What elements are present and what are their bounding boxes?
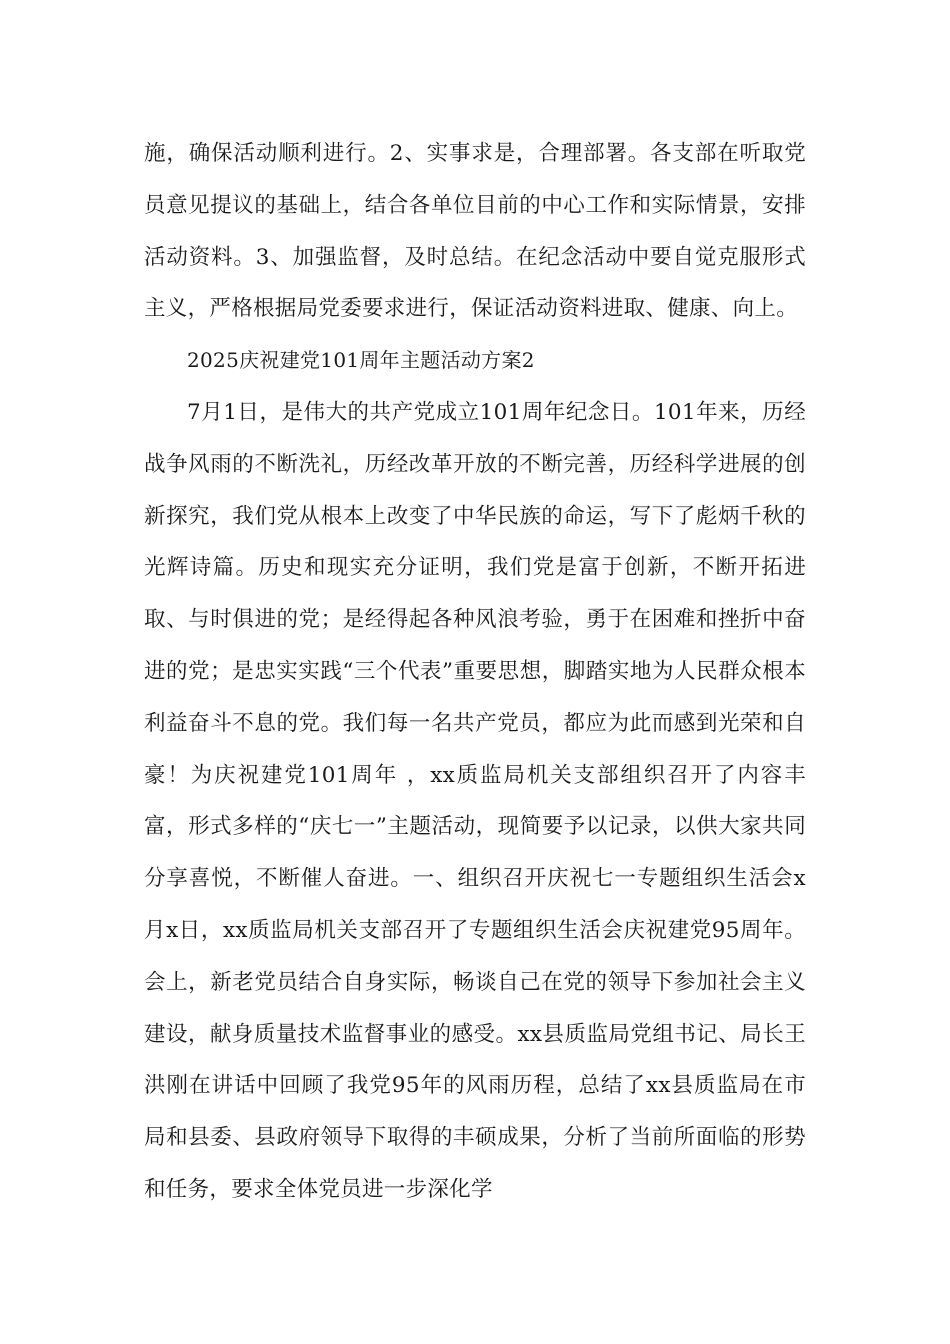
document-body <box>144 128 806 1216</box>
paragraph-main: 7月1日，是伟大的共产党成立101周年纪念日。101年来，历经战争风雨的不断洗礼，历经改革开放的不断完善，历经科学进展的创新探究，我们党从根本上改变了中华民族的命运，写下了彪炳千秋的光辉诗篇。历史和现实充分证明，我们党是富于创新，不断开拓进取、与时俱进的党；是经得起各种风浪考验，勇于在困难和挫折中奋进的党；是忠实实践“三个代表”重要思想，脚踏实地为人民群众根本利益奋斗不息的党。我们每一名共产党员，都应为此而感到光荣和自豪！为庆祝建党101周年 ，xx质监局机关支部组织召开了内容丰富，形式多样的“庆七一”主题活动，现简要予以记录，以供大家共同分享喜悦，不断催人奋进。一、组织召开庆祝七一专题组织生活会x月x日，xx质监局机关支部召开了专题组织生活会庆祝建党95周年。会上，新老党员结合自身实际，畅谈自己在党的领导下参加社会主义建设，献身质量技术监督事业的感受。xx县质监局党组书记、局长王洪刚在讲话中回顾了我党95年的风雨历程，总结了xx县质监局在市局和县委、县政府领导下取得的丰硕成果，分析了当前所面临的形势和任务，要求全体党员进一步深化学 <box>144 399 806 1202</box>
section-heading: 2025庆祝建党101周年主题活动方案2 <box>187 348 535 373</box>
paragraph-continuation: 施，确保活动顺利进行。2、实事求是，合理部署。各支部在听取党员意见提议的基础上，结合各单位目前的中心工作和实际情景，安排活动资料。3、加强监督，及时总结。在纪念活动中要自觉克服形式主义，严格根据局党委要求进行，保证活动资料进取、健康、向上。 <box>144 141 806 322</box>
